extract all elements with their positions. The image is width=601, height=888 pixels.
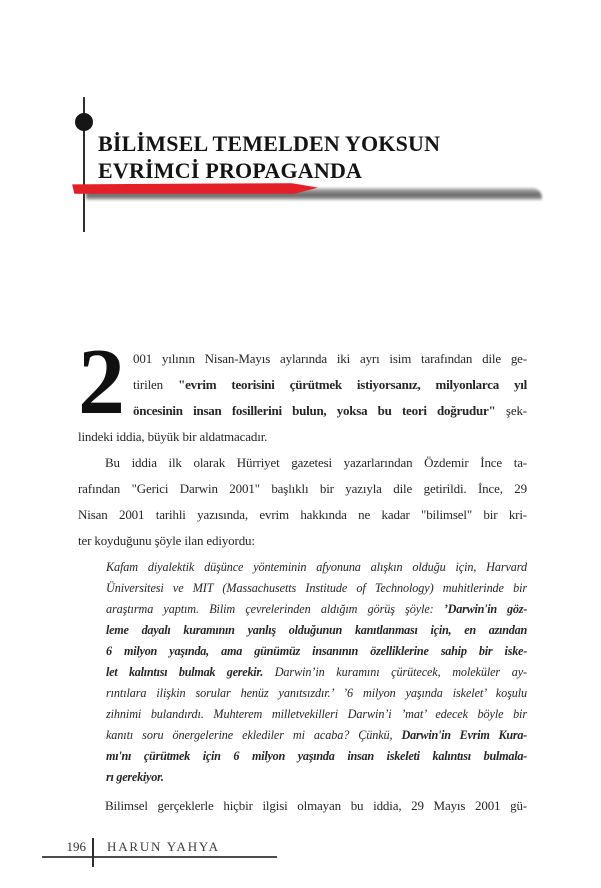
footer-rule [42, 856, 277, 858]
chapter-title [98, 130, 440, 184]
text-line: kanıtı soru önergelerine eklediler mi acaba? Çünkü, Darwin'in Evrim Kura- [106, 728, 527, 742]
text-line: zihnimi bulandırdı. Muhterem milletvekilleri Darwin’i ’mat’ edecek böyle bir [106, 707, 527, 721]
page-content [78, 330, 527, 819]
text-line: Üniversitesi ve MIT (Massachusetts Institude of Technology) muhitlerinde bir [106, 581, 527, 595]
author-running-head: HARUN YAHYA [107, 839, 220, 854]
text-line: Bilimsel gerçeklerle hiçbir ilgisi olmayan bu iddia, 29 Mayıs 2001 gü- [105, 798, 527, 813]
text-line: öncesinin insan fosillerini bulun, yoksa bu teori doğrudur" şek- [133, 403, 527, 418]
text-line: tirilen "evrim teorisini çürütmek istiyorsanız, milyonlarca yıl [133, 377, 527, 392]
text-line: araştırma yaptım. Bilim çevrelerinden aldığım görüş şöyle: ’Darwin'in göz- [106, 602, 527, 616]
decorative-bar-red [72, 183, 318, 194]
text-line: rafından "Gerici Darwin 2001" başlıklı bir yazıyla dile getirildi. İnce, 29 [78, 481, 527, 496]
text-line: Bu iddia ilk olarak Hürriyet gazetesi yazarlarından Özdemir İnce ta- [105, 455, 527, 470]
body-paragraph [78, 330, 527, 450]
text-line: 6 milyon yaşında, ama günümüz insanının özelliklerine sahip bir iske- [106, 644, 527, 658]
text-line: rı gerekiyor. [106, 770, 164, 784]
drop-cap: 2 [78, 330, 125, 434]
text-line: 001 yılının Nisan-Mayıs aylarında iki ayrı isim tarafından dile ge- [133, 351, 527, 366]
text-line: Kafam diyalektik düşünce yönteminin afyonuna alışkın olduğu için, Harvard [106, 560, 527, 574]
chapter-title-line1: BİLİMSEL TEMELDEN YOKSUN [98, 131, 441, 156]
footer-divider-line [92, 838, 94, 867]
body-paragraph [78, 450, 527, 554]
quote-paragraph [106, 557, 527, 788]
page-number: 196 [66, 839, 86, 854]
body-paragraph [78, 793, 527, 819]
text-line: mı'nı çürütmek için 6 milyon yaşında insan iskeleti kalıntısı bulmala- [106, 749, 527, 763]
chapter-marker-dot [75, 113, 93, 131]
text-line: leme dayalı kuramının yanlış olduğunun kanıtlanması için, en azından [106, 623, 527, 637]
text-line: let kalıntısı bulmak gerekir. Darwin’in kuramını çürütecek, moleküler ay- [106, 665, 527, 679]
text-line: Nisan 2001 tarihli yazısında, evrim hakkında ne kadar "bilimsel" bir kri- [78, 507, 527, 522]
text-line: rıntılara ilişkin sorular henüz yanıtsızdır.’ ’6 milyon yaşında iskelet’ koşulu [106, 686, 527, 700]
chapter-title-line2: EVRİMCİ PROPAGANDA [98, 158, 363, 183]
text-line: lindeki iddia, büyük bir aldatmacadır. [78, 429, 268, 444]
text-line: ter koyduğunu şöyle ilan ediyordu: [78, 533, 255, 548]
